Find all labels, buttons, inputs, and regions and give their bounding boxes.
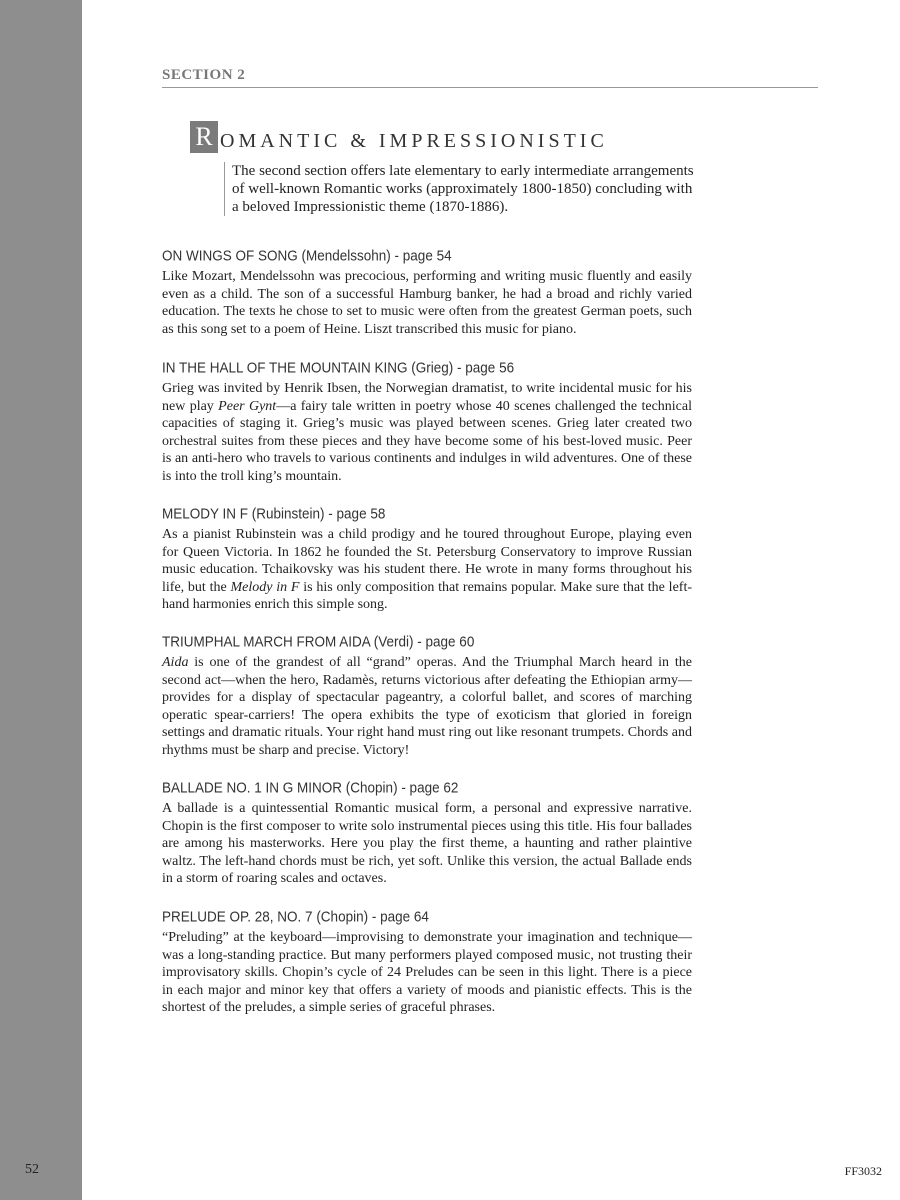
header-divider	[162, 87, 818, 88]
entry-heading: IN THE HALL OF THE MOUNTAIN KING (Grieg) - page 56	[162, 358, 515, 376]
entry-body: A ballade is a quintessential Romantic musical form, a personal and expressive narrative. Chopin is the first composer to write solo instrumental pieces using this title. His four ballades are among his masterworks. Here you play the first theme, a haunting and rather plaintive waltz. The left-hand chords must be rich, yet soft. Unlike this version, the actual Ballade ends in a storm of roaring scales and octaves.	[162, 801, 692, 886]
catalog-code: FF3032	[844, 1164, 882, 1178]
entry-ballade	[162, 780, 692, 888]
title-initial: R	[190, 121, 218, 153]
entry-body: Aida is one of the grandest of all “grand” operas. And the Triumphal March heard in the second act—when the hero, Radamès, returns victorious after defeating the Ethiopian army—provides for a display of spectacular pageantry, a colorful ballet, and scores of marching operatic spear-carriers! The opera exhibits the type of exoticism that gloried in foreign settings and dramatic rituals. Your right hand must ring out like resonant trumpets. Chords and rhythms must be sharp and precise. Victory!	[162, 655, 692, 758]
entry-mountain-king	[162, 360, 692, 485]
entry-body: “Preluding” at the keyboard—improvising to demonstrate your imagination and technique—was a long-standing practice. But many performers played composed music, not trusting their improvisatory skills. Chopin’s cycle of 24 Preludes can be seen in this light. There is a piece in each major and minor key that offers a variety of moods and pianistic effects. This is the shortest of the preludes, a simple series of graceful phrases.	[162, 930, 692, 1015]
entry-on-wings-of-song	[162, 248, 692, 338]
title-text: OMANTIC & IMPRESSIONISTIC	[220, 130, 608, 152]
entry-body: As a pianist Rubinstein was a child prodigy and he toured throughout Europe, playing even for Queen Victoria. In 1862 he founded the St. Petersburg Conservatory to improve Russian music education. Tchaikovsky was his student there. He wrote in many forms throughout his life, but the Melody in F is his only composition that remains popular. Make sure that the left-hand harmonies enrich this simple song.	[162, 527, 692, 612]
entry-prelude	[162, 909, 692, 1017]
entry-heading: BALLADE NO. 1 IN G MINOR (Chopin) - page 62	[162, 778, 459, 796]
section-label: SECTION 2	[162, 67, 246, 83]
entry-heading: ON WINGS OF SONG (Mendelssohn) - page 54	[162, 246, 452, 264]
section-title	[190, 121, 608, 153]
entry-heading: PRELUDE OP. 28, NO. 7 (Chopin) - page 64	[162, 907, 429, 925]
entry-melody-in-f	[162, 506, 692, 614]
page-margin-band	[0, 0, 82, 1200]
entry-heading: TRIUMPHAL MARCH FROM AIDA (Verdi) - page 60	[162, 632, 475, 650]
entry-body: Grieg was invited by Henrik Ibsen, the Norwegian dramatist, to write incidental music for his new play Peer Gynt—a fairy tale written in poetry whose 40 scenes challenged the technical capacities of staging it. Grieg’s music was played between scenes. Grieg later created two orchestral suites from these pieces and they have become some of his best-loved music. Peer is an anti-hero who travels to various continents and indulges in wild adventures. One of these is into the troll king’s mountain.	[162, 381, 692, 484]
entry-triumphal-march	[162, 634, 692, 759]
intro-paragraph: The second section offers late elementary to early intermediate arrangements of well-known Romantic works (approximately 1800-1850) concluding with a beloved Impressionistic theme (1870-1886).	[224, 162, 702, 216]
page-number: 52	[25, 1162, 39, 1177]
entry-heading: MELODY IN F (Rubinstein) - page 58	[162, 504, 386, 522]
entry-body: Like Mozart, Mendelssohn was precocious, performing and writing music fluently and easily even as a child. The son of a successful Hamburg banker, he had a broad and richly varied education. The texts he chose to set to music were often from the greatest German poets, such as this song set to a poem of Heine. Liszt transcribed this music for piano.	[162, 269, 692, 337]
